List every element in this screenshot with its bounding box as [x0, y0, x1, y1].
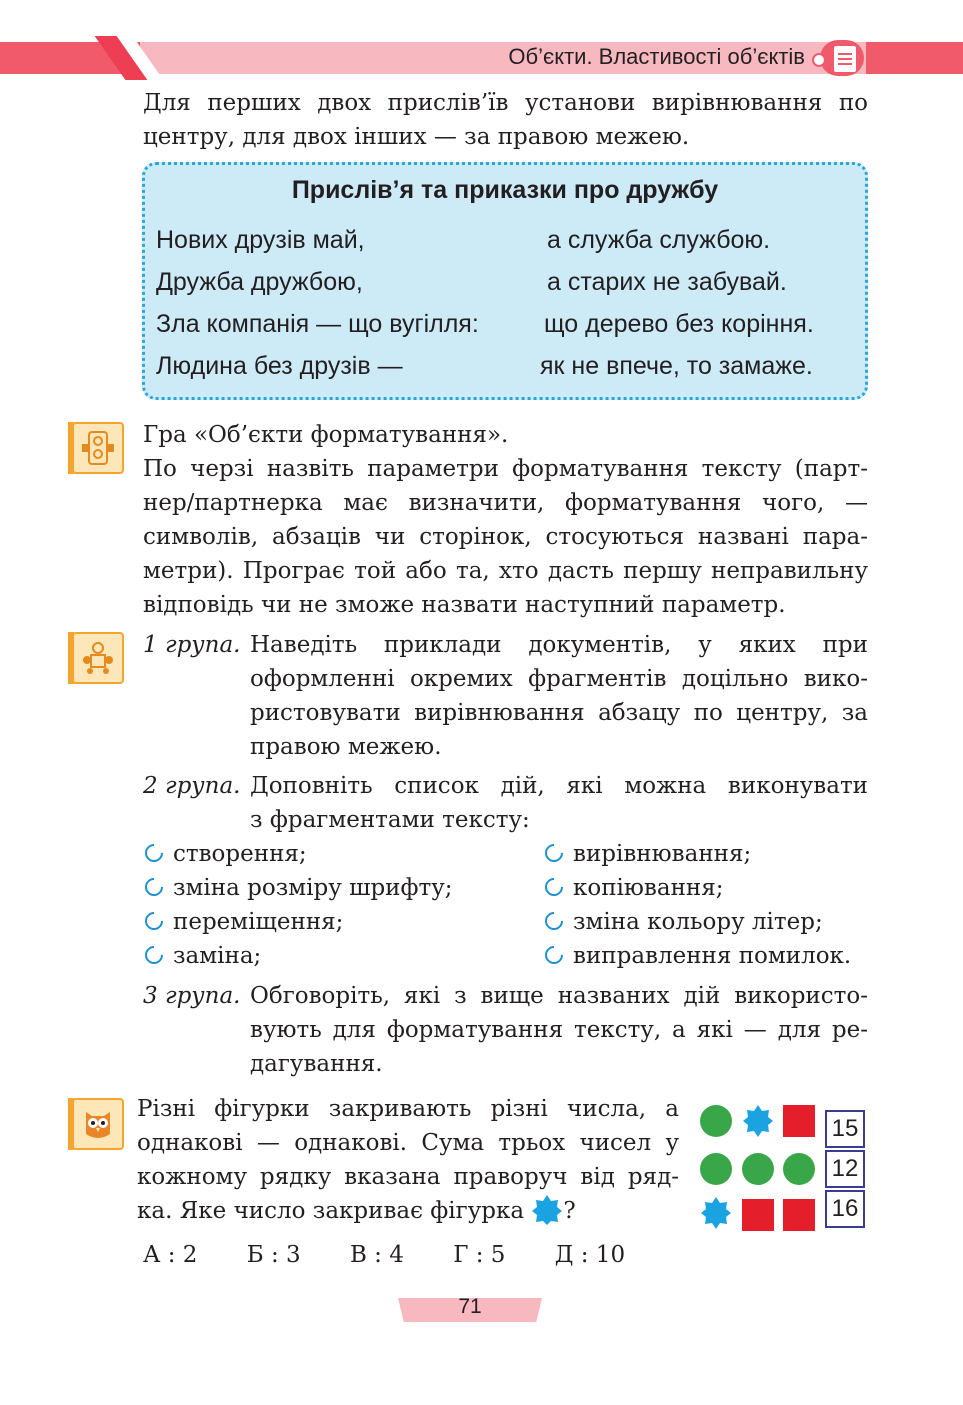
answer-option: Б : 3	[246, 1242, 301, 1268]
group-task	[250, 628, 868, 764]
proverb-right: як не впече, то замаже.	[540, 352, 813, 380]
document-icon	[834, 46, 856, 72]
page-number: 71	[458, 1295, 482, 1318]
bullet-icon	[541, 874, 566, 899]
group-task-line: ристовувати вирівнювання абзацу по центру, за	[250, 700, 868, 726]
owl-icon	[72, 1098, 124, 1150]
row-sum: 15	[825, 1110, 865, 1148]
bullet-icon	[141, 840, 166, 865]
square-shape-icon	[783, 1105, 815, 1137]
star-shape-icon	[531, 1194, 563, 1226]
group-label: 1 група.	[143, 632, 241, 658]
game-paragraph	[143, 418, 868, 622]
game-title: Гра «Об’єкти форматування».	[143, 422, 509, 448]
list-item: заміна;	[145, 939, 261, 973]
circle-shape-icon	[742, 1153, 774, 1185]
list-item: створення;	[145, 837, 307, 871]
puzzle-line: Різні фігурки закривають різні числа, а	[137, 1096, 679, 1122]
square-shape-icon	[783, 1199, 815, 1231]
intro-paragraph	[143, 86, 868, 154]
answer-option: А : 2	[143, 1242, 198, 1268]
answer-option: Г : 5	[453, 1242, 506, 1268]
puzzle-paragraph	[137, 1092, 679, 1228]
bullet-icon	[141, 942, 166, 967]
intro-line: Для перших двох прислів’їв установи вирівнювання по	[143, 90, 868, 116]
bullet-icon	[541, 840, 566, 865]
list-item: виправлення помилок.	[545, 939, 851, 973]
proverb-left: Людина без друзів —	[156, 352, 403, 380]
list-item: переміщення;	[145, 905, 343, 939]
game-line: символів, абзаців чи сторінок, стосуються названі пара-	[143, 524, 868, 550]
bullet-icon	[141, 874, 166, 899]
group-task-line: оформленні окремих фрагментів доцільно вико-	[250, 666, 868, 692]
header-dot-icon	[812, 53, 826, 67]
group-task-line: Доповніть список дій, які можна виконувати	[250, 773, 868, 799]
game-line: відповідь чи не зможе назвати наступний параметр.	[143, 592, 786, 618]
circle-shape-icon	[700, 1153, 732, 1185]
list-item: вирівнювання;	[545, 837, 751, 871]
proverb-left: Нових друзів май,	[156, 226, 365, 254]
answer-options	[143, 1238, 667, 1272]
puzzle-line: кожному рядку вказана праворуч від ряд-	[137, 1164, 679, 1190]
group-task	[250, 979, 868, 1081]
header-title: Об’єкти. Властивості об’єктів	[508, 44, 805, 69]
answer-option: В : 4	[349, 1242, 404, 1268]
group-task-line: Обговоріть, які з вище названих дій використо-	[250, 983, 868, 1009]
group-work-icon	[72, 632, 124, 684]
puzzle-shapes-grid	[694, 1102, 824, 1232]
pair-work-icon	[72, 422, 124, 474]
proverb-right: а старих не забувай.	[547, 268, 787, 296]
answer-option: Д : 10	[554, 1242, 626, 1268]
bullet-icon	[541, 942, 566, 967]
game-line: метри). Програє той або та, хто дасть першу неправильну	[143, 558, 868, 584]
row-sum: 12	[825, 1150, 865, 1188]
list-item: зміна кольору літер;	[545, 905, 823, 939]
header-right-accent	[866, 42, 963, 74]
list-item: зміна розміру шрифту;	[145, 871, 453, 905]
proverb-right: а служба службою.	[547, 226, 771, 254]
game-line: нер/партнерка має визначити, форматування чого, —	[143, 490, 868, 516]
row-sum: 16	[825, 1190, 865, 1228]
bullet-icon	[141, 908, 166, 933]
group-label: 3 група.	[143, 983, 241, 1009]
group-task-line: Наведіть приклади документів, у яких при	[250, 632, 868, 658]
group-task	[250, 769, 868, 837]
list-item: копіювання;	[545, 871, 724, 905]
proverb-left: Дружба дружбою,	[156, 268, 363, 296]
star-shape-icon	[701, 1197, 731, 1229]
group-task-line: вують для форматування тексту, а які — для ре-	[250, 1017, 868, 1043]
star-shape-icon	[743, 1105, 773, 1137]
square-shape-icon	[742, 1199, 774, 1231]
circle-shape-icon	[783, 1153, 815, 1185]
group-task-line: дагування.	[250, 1051, 383, 1077]
group-task-line: правою межею.	[250, 734, 442, 760]
intro-line: центру, для двох інших — за правою межею.	[143, 124, 690, 150]
group-label: 2 група.	[143, 773, 241, 799]
puzzle-line: однакові — однакові. Сума трьох чисел у	[137, 1130, 679, 1156]
proverbs-title: Прислів’я та приказки про дружбу	[291, 176, 719, 204]
proverb-left: Зла компанія — що вугілля:	[156, 310, 479, 338]
puzzle-line: ка. Яке число закриває фігурка ?	[137, 1194, 679, 1228]
circle-shape-icon	[700, 1105, 732, 1137]
proverb-right: що дерево без коріння.	[544, 310, 814, 338]
bullet-icon	[541, 908, 566, 933]
game-line: По черзі назвіть параметри форматування тексту (парт-	[143, 456, 868, 482]
group-task-line: з фрагментами тексту:	[250, 807, 530, 833]
